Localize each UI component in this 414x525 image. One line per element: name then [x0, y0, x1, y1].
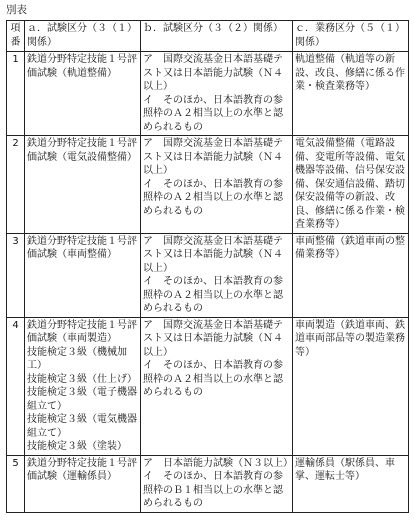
- item-number-cell: 2: [7, 136, 25, 234]
- language-requirement: ア 国際交流基金日本語基礎テスト又は日本語能力試験（Ｎ４以上）: [143, 138, 283, 176]
- item-number-cell: 3: [7, 233, 25, 317]
- test-category-a-cell: [25, 455, 141, 512]
- header-test-category-b: ｂ．試験区分（３（２）関係）: [141, 21, 293, 52]
- language-requirement: イ そのほか、日本語教育の参照枠のＡ２相当以上の水準と認められるもの: [143, 94, 283, 133]
- language-requirement: ア 国際交流基金日本語基礎テスト又は日本語能力試験（Ｎ４以上）: [143, 235, 283, 274]
- business-category-cell: 電気設備整備（電路設備、変電所等設備、電気機器等設備、信号保安設備、保安通信設備、踏切保安設備等の新設、改良、修繕に係る作業・検査業務等）: [293, 136, 409, 234]
- test-category-b-cell: [141, 233, 293, 317]
- skill-test-name: 技能検定３級（塗装）: [27, 441, 127, 452]
- test-category-a-cell: [25, 317, 141, 455]
- skill-test-name: 技能検定３級（電子機器組立て）: [27, 387, 137, 412]
- header-item-no: 項番: [7, 21, 25, 52]
- language-requirement: ア 日本語能力試験（Ｎ３以上）: [143, 457, 293, 469]
- business-category-cell: 運輸係員（駅係員、車掌、運転士等）: [293, 455, 409, 512]
- language-requirement: ア 国際交流基金日本語基礎テスト又は日本語能力試験（Ｎ４以上）: [143, 319, 283, 358]
- skill-test-name: 鉄道分野特定技能１号評価試験（電気設備整備）: [27, 138, 137, 163]
- language-requirement: イ そのほか、日本語教育の参照枠のＡ２相当以上の水準と認められるもの: [143, 276, 283, 314]
- skill-test-name: 鉄道分野特定技能１号評価試験（運輸係員）: [27, 457, 137, 482]
- test-category-b-cell: [141, 136, 293, 234]
- test-category-b-cell: [141, 317, 293, 455]
- item-number-cell: 4: [7, 317, 25, 455]
- test-category-a-cell: [25, 136, 141, 234]
- item-number-cell: 1: [7, 52, 25, 136]
- table-row: [7, 455, 409, 512]
- header-row: [7, 21, 409, 52]
- header-test-category-a: ａ．試験区分（３（１）関係）: [25, 21, 141, 52]
- table-row: [7, 136, 409, 234]
- page-title: 別表: [6, 4, 27, 16]
- language-requirement: ア 国際交流基金日本語基礎テスト又は日本語能力試験（Ｎ４以上）: [143, 54, 283, 92]
- skill-test-name: 技能検定３級（機械加工）: [27, 346, 127, 371]
- test-category-b-cell: [141, 455, 293, 512]
- language-requirement: イ そのほか、日本語教育の参照枠のＡ２相当以上の水準と認められるもの: [143, 178, 283, 217]
- business-category-cell: 車両整備（鉄道車両の整備業務等）: [293, 233, 409, 317]
- item-number-cell: 5: [7, 455, 25, 512]
- language-requirement: イ そのほか、日本語教育の参照枠のＢ１相当以上の水準と認められるもの: [143, 471, 283, 509]
- annex-table: [6, 20, 409, 513]
- skill-test-name: 鉄道分野特定技能１号評価試験（軌道整備）: [27, 54, 137, 79]
- business-category-cell: 軌道整備（軌道等の新設、改良、修繕に係る作業・検査業務等）: [293, 52, 409, 136]
- table-row: [7, 233, 409, 317]
- test-category-a-cell: [25, 52, 141, 136]
- skill-test-name: 鉄道分野特定技能１号評価試験（車両整備）: [27, 235, 137, 260]
- skill-test-name: 技能検定３級（仕上げ）: [27, 373, 137, 385]
- test-category-a-cell: [25, 233, 141, 317]
- table-row: [7, 52, 409, 136]
- business-category-cell: 車両製造（鉄道車両、鉄道車両部品等の製造業務等）: [293, 317, 409, 455]
- table-row: [7, 317, 409, 455]
- header-business-category: ｃ．業務区分（５（１）関係）: [293, 21, 409, 52]
- skill-test-name: 技能検定３級（電気機器組立て）: [27, 414, 137, 439]
- language-requirement: イ そのほか、日本語教育の参照枠のＡ２相当以上の水準と認められるもの: [143, 360, 283, 398]
- table-body: [7, 52, 409, 513]
- skill-test-name: 鉄道分野特定技能１号評価試験（車両製造）: [27, 319, 137, 344]
- test-category-b-cell: [141, 52, 293, 136]
